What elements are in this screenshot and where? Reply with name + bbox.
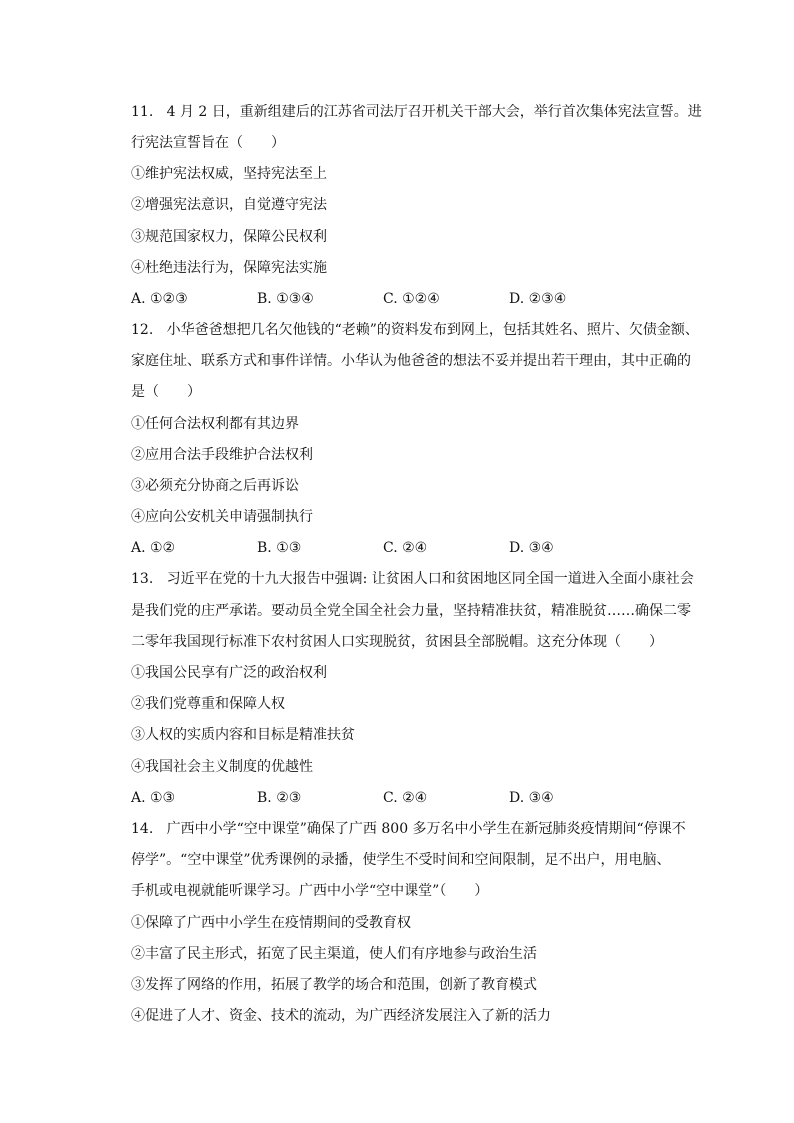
q14-stem-line-1: 14. 广西中小学“空中课堂”确保了广西 800 多万名中小学生在新冠肺炎疫情期间“停课不 (131, 821, 686, 837)
q12-statement-3: ③必须充分协商之后再诉讼 (131, 478, 299, 494)
q13-option-a[interactable]: A. ①③ (131, 790, 176, 806)
q12-stem-line-3: 是（ ） (131, 384, 201, 400)
q13-stem-line-3: 二零年我国现行标准下农村贫困人口实现脱贫，贫困县全部脱帽。这充分体现（ ） (131, 634, 663, 650)
q13-statement-4: ④我国社会主义制度的优越性 (131, 759, 313, 775)
q14-stem-line-2: 停学”。“空中课堂”优秀课例的录播，使学生不受时间和空间限制，足不出户，用电脑、 (131, 852, 671, 868)
q12-stem-line-2: 家庭住址、联系方式和事件详情。小华认为他爸爸的想法不妥并提出若干理由，其中正确的 (131, 353, 691, 369)
q11-option-b[interactable]: B. ①③④ (257, 291, 314, 307)
q12-statement-4: ④应向公安机关申请强制执行 (131, 509, 313, 525)
q11-statement-3: ③规范国家权力，保障公民权利 (131, 229, 327, 245)
q13-statement-1: ①我国公民享有广泛的政治权利 (131, 665, 327, 681)
q14-statement-3: ③发挥了网络的作用，拓展了教学的场合和范围，创新了教育模式 (131, 977, 537, 993)
q12-statement-1: ①任何合法权利都有其边界 (131, 416, 299, 432)
q14-statement-1: ①保障了广西中小学生在疫情期间的受教育权 (131, 915, 411, 931)
q12-option-b[interactable]: B. ①③ (257, 540, 302, 556)
q14-stem-line-3: 手机或电视就能听课学习。广西中小学“空中课堂”（ ） (131, 883, 489, 899)
q11-stem-line-1: 11. 4 月 2 日，重新组建后的江苏省司法厅召开机关干部大会，举行首次集体宪法宣誓。进 (131, 104, 702, 120)
q11-stem-line-2: 行宪法宣誓旨在（ ） (131, 135, 285, 151)
q14-statement-2: ②丰富了民主形式，拓宽了民主渠道，使人们有序地参与政治生活 (131, 946, 537, 962)
q12-option-c[interactable]: C. ②④ (383, 540, 428, 556)
q11-statement-4: ④杜绝违法行为，保障宪法实施 (131, 260, 327, 276)
q11-statement-2: ②增强宪法意识，自觉遵守宪法 (131, 197, 327, 213)
q12-stem-line-1: 12. 小华爸爸想把几名欠他钱的“老赖”的资料发布到网上，包括其姓名、照片、欠债金额、 (131, 322, 699, 338)
q13-option-d[interactable]: D. ③④ (509, 790, 554, 806)
q11-option-a[interactable]: A. ①②③ (131, 291, 188, 307)
q14-statement-4: ④促进了人才、资金、技术的流动，为广西经济发展注入了新的活力 (131, 1008, 551, 1024)
q12-option-d[interactable]: D. ③④ (509, 540, 554, 556)
q13-option-c[interactable]: C. ②④ (383, 790, 428, 806)
q13-statement-3: ③人权的实质内容和目标是精准扶贫 (131, 727, 355, 743)
q12-statement-2: ②应用合法手段维护合法权利 (131, 447, 313, 463)
q11-option-d[interactable]: D. ②③④ (509, 291, 567, 307)
q12-option-a[interactable]: A. ①② (131, 540, 176, 556)
q13-statement-2: ②我们党尊重和保障人权 (131, 696, 285, 712)
q11-statement-1: ①维护宪法权威，坚持宪法至上 (131, 166, 327, 182)
q13-stem-line-2: 是我们党的庄严承诺。要动员全党全国全社会力量，坚持精准扶贫，精准脱贫……确保二零 (131, 603, 691, 619)
q13-stem-line-1: 13. 习近平在党的十九大报告中强调: 让贫困人口和贫困地区同全国一道进入全面小康社会 (131, 571, 694, 587)
q11-option-c[interactable]: C. ①②④ (383, 291, 440, 307)
q13-option-b[interactable]: B. ②③ (257, 790, 302, 806)
